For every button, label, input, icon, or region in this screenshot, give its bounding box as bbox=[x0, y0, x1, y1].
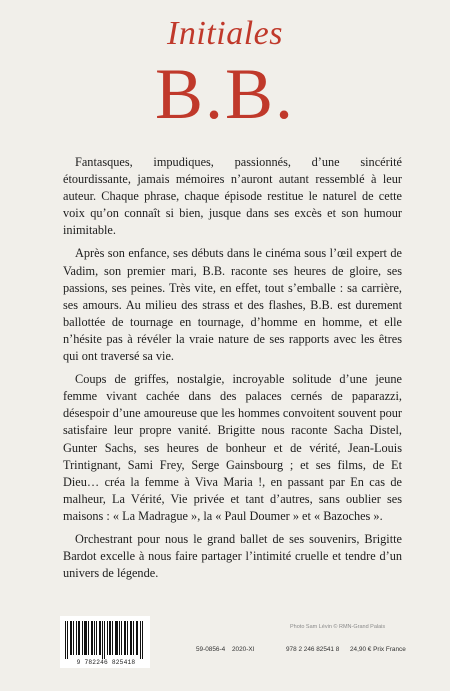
blurb-paragraph-4: Orchestrant pour nous le grand ballet de ses souvenirs, Brigitte Bardot excelle à nous faire partager l’intimité cruelle et tendre d’un univers de légende. bbox=[63, 531, 402, 581]
main-title: B.B. bbox=[154, 54, 296, 134]
edition-code: 2020-XI bbox=[232, 646, 255, 653]
photo-credit: Photo Sam Lévin © RMN-Grand Palais bbox=[290, 624, 386, 630]
barcode-number: 9 782246 825418 bbox=[76, 659, 136, 666]
blurb bbox=[63, 154, 402, 588]
product-code: 59-0856-4 bbox=[196, 646, 226, 653]
series-title: Initiales bbox=[167, 15, 283, 52]
title-block bbox=[0, 14, 450, 132]
blurb-paragraph-1: Fantasques, impudiques, passionnés, d’une sincérité étourdissante, jamais mémoires n’auront autant ressemblé à leur auteur. Chaque phrase, chaque épisode restitue le naturel de cette voix qu’on connaît si bien, jusque dans ses excès et son humour inimitable. bbox=[63, 155, 402, 238]
price: 24,90 € Prix France bbox=[350, 646, 406, 653]
blurb-paragraph-2: Après son enfance, ses débuts dans le cinéma sous l’œil expert de Vadim, son premier mari, B.B. raconte ses heures de gloire, ses passions, ses peines. Très vite, en effet, tout s’emballe : sa carrière, ses amours. Au milieu des strass et des flashes, B.B. est durement ballottée de tournage en tournage, d’homme en homme, et elle n’hésite pas à révéler la vraie nature de ses rapports avec les êtres qui ont traversé sa vie. bbox=[63, 246, 402, 364]
barcode-icon bbox=[65, 621, 145, 659]
barcode bbox=[60, 616, 150, 668]
isbn: 978 2 246 82541 8 bbox=[286, 646, 340, 653]
blurb-paragraph-3: Coups de griffes, nostalgie, incroyable solitude d’une jeune femme vivant cachée dans des palaces cernés de paparazzi, désespoir d’une amoureuse que les hommes convoitent souvent pour satisfaire leur propre vanité. Brigitte nous raconte Sacha Distel, Gunter Sachs, ses heures de bonheur et de vérité, Jean-Louis Trintignant, Sami Frey, Serge Gainsbourg ; et ses films, de Et Dieu… créa la femme à Viva Maria !, en passant par En cas de malheur, La Vérité, Vie privée et tant d’autres, sans oublier ses maisons : « La Madrague », la « Paul Doumer » et « Bazoches ». bbox=[63, 372, 402, 523]
